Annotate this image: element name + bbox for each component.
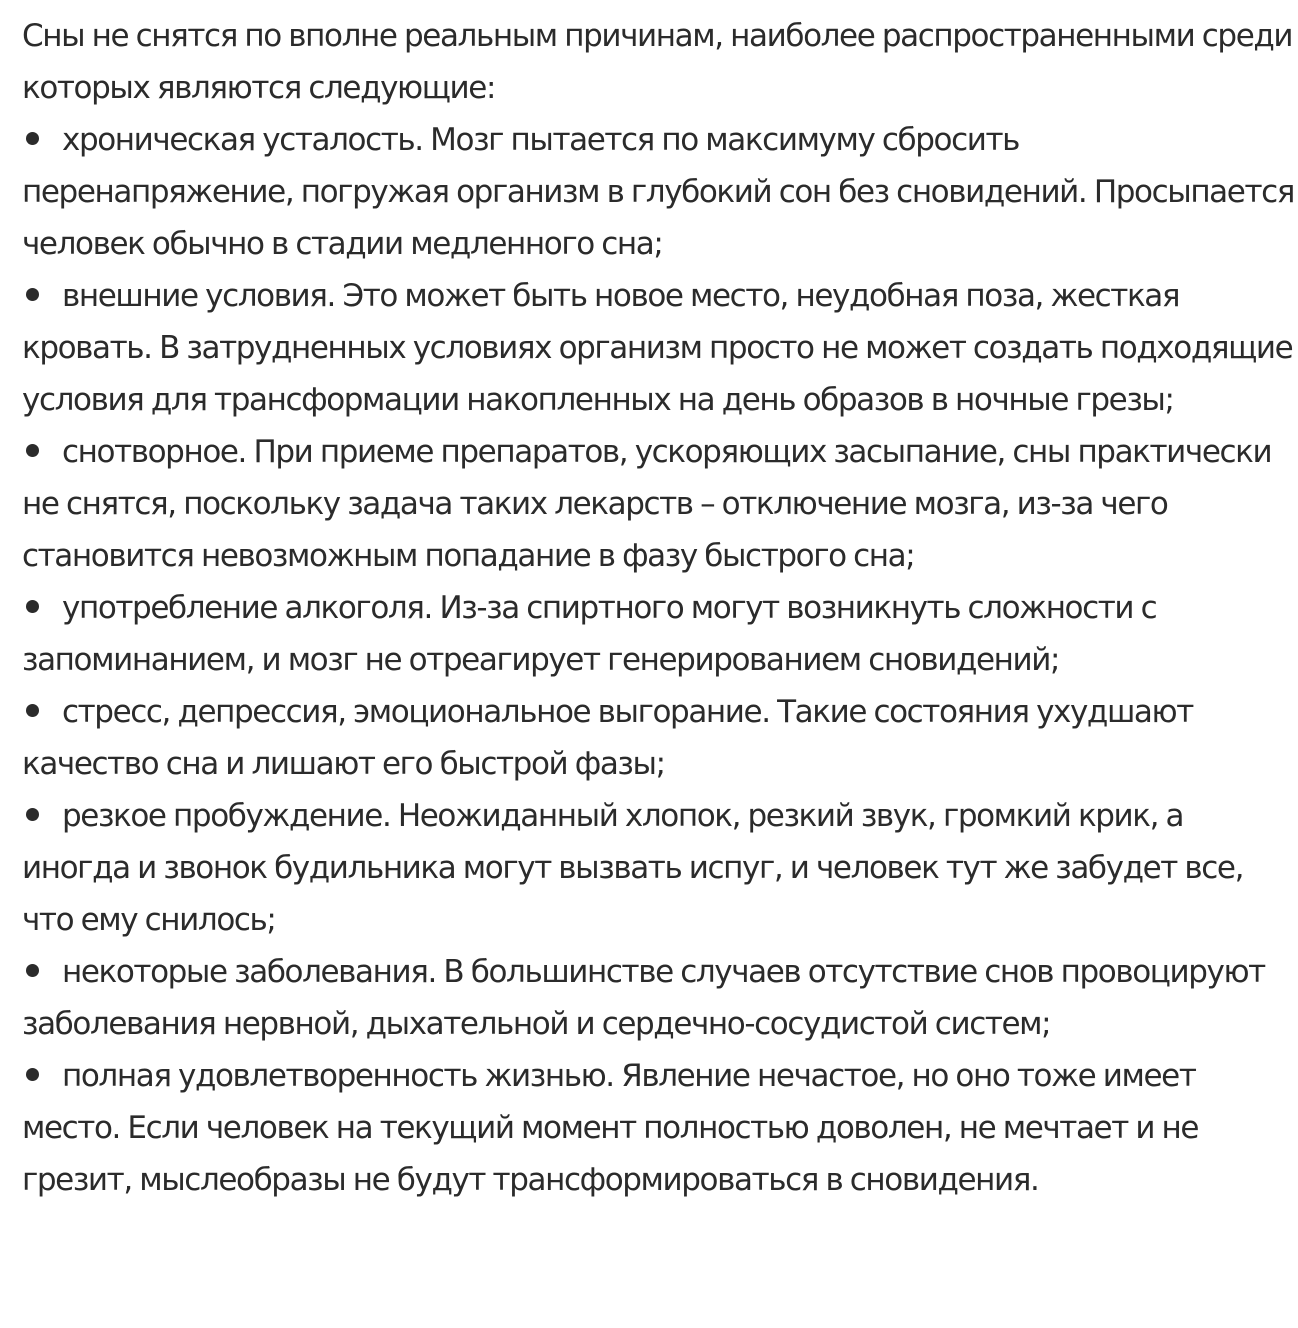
bullet-icon xyxy=(26,704,39,717)
list-item xyxy=(22,270,1296,426)
list-item-text: снотворное. При приеме препаратов, ускоряющих засыпание, сны практически не снятся, поскольку задача таких лекарств – отключение мозга, из-за чего становится невозможным попадание в фазу быстрого сна; xyxy=(22,434,1272,574)
bullet-icon xyxy=(26,1068,39,1081)
intro-paragraph: Сны не снятся по вполне реальным причинам, наиболее распространенными среди которых являются следующие: xyxy=(22,18,1293,106)
list-item-text: хроническая усталость. Мозг пытается по максимуму сбросить перенапряжение, погружая организм в глубокий сон без сновидений. Просыпается человек обычно в стадии медленного сна; xyxy=(22,122,1295,262)
list-item xyxy=(22,790,1296,946)
list-item-text: внешние условия. Это может быть новое место, неудобная поза, жесткая кровать. В затрудненных условиях организм просто не может создать подходящие условия для трансформации накопленных на день образов в ночные грезы; xyxy=(22,278,1293,418)
bullet-icon xyxy=(26,132,39,145)
list-item xyxy=(22,582,1296,686)
list-item-text: резкое пробуждение. Неожиданный хлопок, резкий звук, громкий крик, а иногда и звонок будильника могут вызвать испуг, и человек тут же забудет все, что ему снилось; xyxy=(22,798,1244,938)
article-body xyxy=(22,10,1296,1206)
list-item-text: некоторые заболевания. В большинстве случаев отсутствие снов провоцируют заболевания нервной, дыхательной и сердечно-сосудистой систем; xyxy=(22,954,1265,1042)
bullet-icon xyxy=(26,600,39,613)
list-item-text: полная удовлетворенность жизнью. Явление нечастое, но оно тоже имеет место. Если человек на текущий момент полностью доволен, не мечтает и не грезит, мыслеобразы не будут трансформироваться в сновидения. xyxy=(22,1058,1199,1198)
list-item-text: стресс, депрессия, эмоциональное выгорание. Такие состояния ухудшают качество сна и лишают его быстрой фазы; xyxy=(22,694,1193,782)
bullet-icon xyxy=(26,444,39,457)
bullet-icon xyxy=(26,288,39,301)
list-item xyxy=(22,1050,1296,1206)
list-item xyxy=(22,686,1296,790)
bullet-icon xyxy=(26,808,39,821)
list-item xyxy=(22,426,1296,582)
bullet-icon xyxy=(26,964,39,977)
list-item-text: употребление алкоголя. Из-за спиртного могут возникнуть сложности с запоминанием, и мозг не отреагирует генерированием сновидений; xyxy=(22,590,1157,678)
list-item xyxy=(22,114,1296,270)
list-item xyxy=(22,946,1296,1050)
reasons-list xyxy=(22,114,1296,1206)
